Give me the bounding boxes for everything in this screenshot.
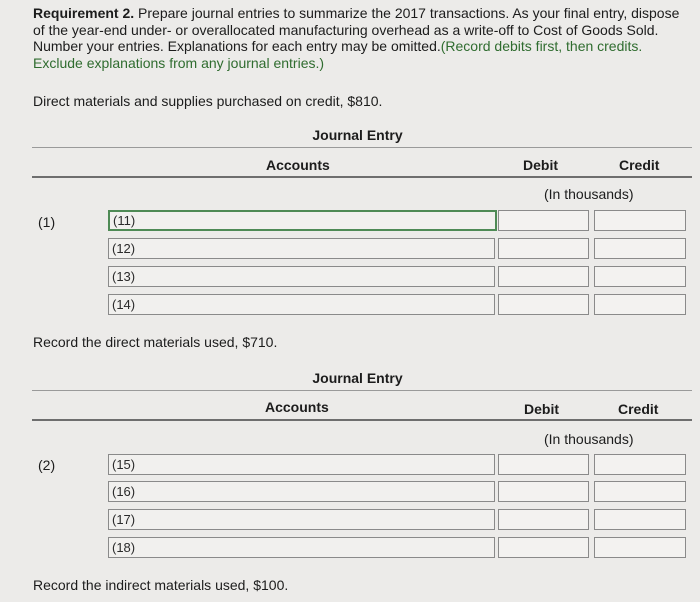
debit-field[interactable] — [498, 210, 589, 231]
credit-field[interactable] — [594, 454, 686, 475]
divider — [32, 176, 692, 178]
account-field[interactable]: (16) — [108, 481, 495, 502]
accounts-header-2: Accounts — [265, 399, 329, 415]
credit-header-1: Credit — [619, 157, 660, 173]
prompt-direct-materials-used: Record the direct materials used, $710. — [33, 334, 278, 350]
debit-field[interactable] — [498, 238, 589, 259]
debit-field[interactable] — [498, 454, 589, 475]
entry-number-1: (1) — [38, 214, 56, 230]
requirement-text — [33, 5, 683, 71]
credit-field[interactable] — [594, 509, 686, 530]
credit-header-2: Credit — [618, 401, 659, 417]
debit-header-2: Debit — [524, 401, 559, 417]
debit-field[interactable] — [498, 537, 589, 558]
account-field[interactable]: (11) — [108, 210, 497, 231]
units-label-2: (In thousands) — [544, 431, 634, 447]
credit-field[interactable] — [594, 481, 686, 502]
debit-field[interactable] — [498, 266, 589, 287]
account-field[interactable]: (14) — [108, 294, 495, 315]
account-field[interactable]: (13) — [108, 266, 495, 287]
credit-field[interactable] — [594, 210, 686, 231]
debit-field[interactable] — [498, 294, 589, 315]
debit-header-1: Debit — [523, 157, 558, 173]
account-field[interactable]: (18) — [108, 537, 495, 558]
requirement-body: Prepare journal entries to summarize the 2017 transactions. As your final entry, dispose of the year-end under- or overallocated manufacturing overhead as a write-off to Cost of Goods Sold. Number your entries. Explanations for each entry may be omitted. — [33, 5, 680, 54]
account-field[interactable]: (12) — [108, 238, 495, 259]
credit-field[interactable] — [594, 266, 686, 287]
requirement-label: Requirement 2. — [33, 5, 135, 21]
prompt-indirect-materials-used: Record the indirect materials used, $100. — [33, 577, 289, 593]
account-field[interactable]: (17) — [108, 509, 495, 530]
credit-field[interactable] — [594, 238, 686, 259]
journal-entry-title-2: Journal Entry — [312, 370, 403, 386]
divider — [32, 419, 692, 421]
debit-field[interactable] — [498, 509, 589, 530]
journal-entry-title-1: Journal Entry — [312, 127, 403, 143]
divider — [32, 147, 692, 148]
divider — [32, 390, 692, 391]
credit-field[interactable] — [594, 294, 686, 315]
debit-field[interactable] — [498, 481, 589, 502]
entry-number-2: (2) — [38, 457, 56, 473]
units-label-1: (In thousands) — [544, 186, 634, 202]
prompt-direct-materials-purchased: Direct materials and supplies purchased on credit, $810. — [33, 93, 383, 109]
accounts-header-1: Accounts — [266, 157, 330, 173]
account-field[interactable]: (15) — [108, 454, 495, 475]
requirement-note: (Record debits first, then credits. Exclude explanations from any journal entries.) — [33, 38, 643, 71]
credit-field[interactable] — [594, 537, 686, 558]
